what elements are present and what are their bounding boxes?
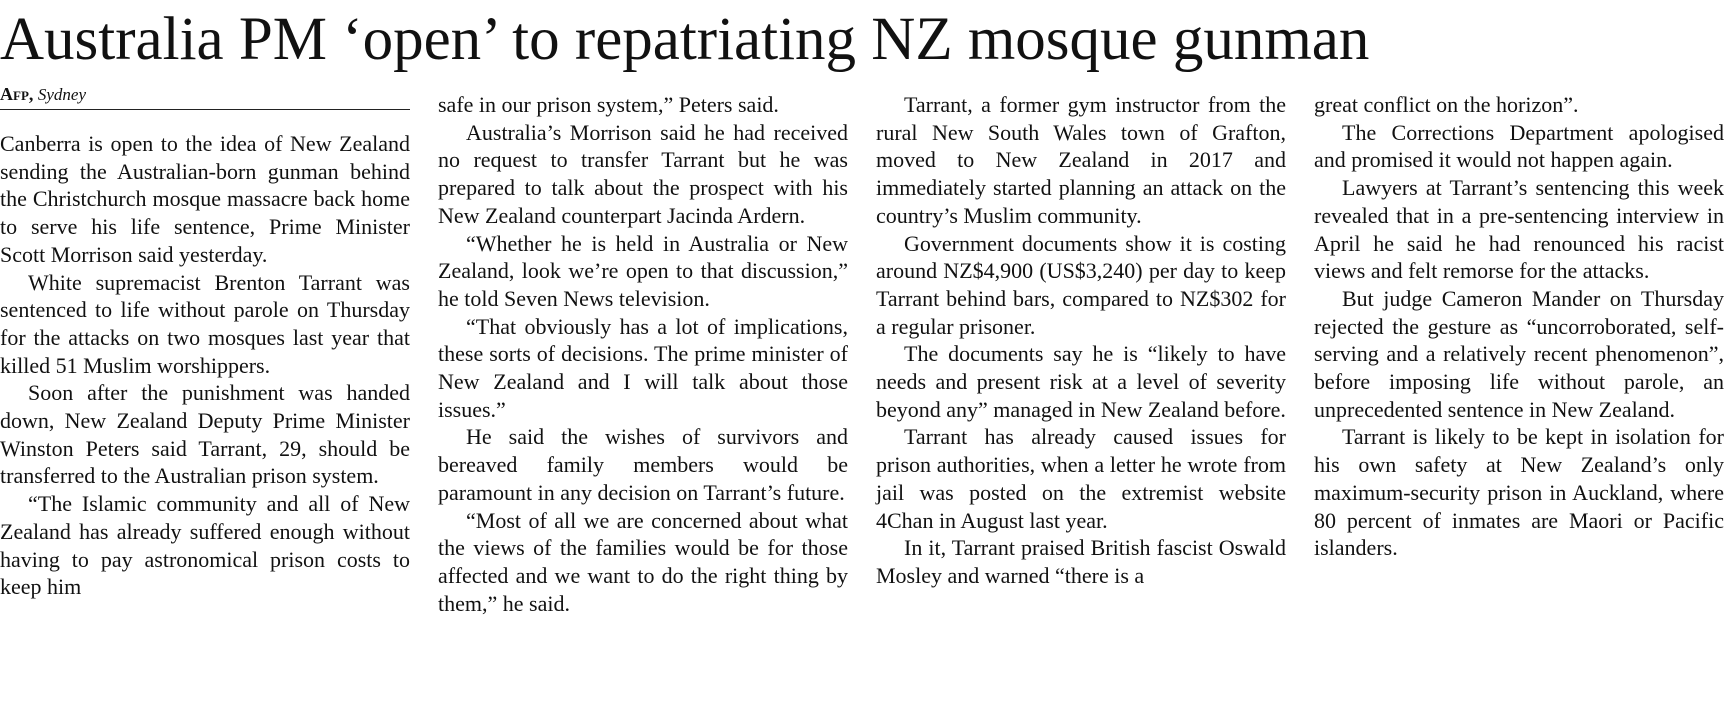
paragraph: Canberra is open to the idea of New Zealand sending the Australian-born gunman behind the Christchurch mosque massacre back home to serve his life sentence, Prime Minister Scott Morrison said yesterday. bbox=[0, 131, 410, 267]
paragraph: Tarrant has already caused issues for prison authorities, when a letter he wrote from jail was posted on the extremist website 4Chan in August last year. bbox=[876, 424, 1286, 533]
byline-place: Sydney bbox=[37, 85, 87, 104]
paragraph: The documents say he is “likely to have needs and present risk at a level of severity beyond any” managed in New Zealand before. bbox=[876, 341, 1286, 422]
paragraph: “The Islamic community and all of New Zealand has already suffered enough without having to pay astronomical prison costs to keep him bbox=[0, 491, 410, 600]
paragraph: “That obviously has a lot of implications, these sorts of decisions. The prime minister of New Zealand and I will talk about those issues.” bbox=[438, 313, 848, 422]
headline: Australia PM ‘open’ to repatriating NZ mosque gunman bbox=[0, 6, 1370, 73]
article-column-1 bbox=[0, 130, 410, 601]
article-column-2 bbox=[438, 91, 848, 617]
paragraph: Australia’s Morrison said he had received no request to transfer Tarrant but he was prepared to talk about the prospect with his New Zealand counterpart Jacinda Ardern. bbox=[438, 119, 848, 228]
paragraph: White supremacist Brenton Tarrant was sentenced to life without parole on Thursday for the attacks on two mosques last year that killed 51 Muslim worshippers. bbox=[0, 269, 410, 378]
paragraph: safe in our prison system,” Peters said. bbox=[438, 92, 779, 117]
paragraph: The Corrections Department apologised and promised it would not happen again. bbox=[1314, 119, 1724, 173]
article-column-3 bbox=[876, 91, 1286, 590]
paragraph: Lawyers at Tarrant’s sentencing this week revealed that in a pre-sentencing interview in April he said he had renounced his racist views and felt remorse for the attacks. bbox=[1314, 175, 1724, 284]
paragraph: great conflict on the horizon”. bbox=[1314, 92, 1579, 117]
paragraph: Tarrant is likely to be kept in isolation for his own safety at New Zealand’s only maximum-security prison in Auckland, where 80 percent of inmates are Maori or Pacific islanders. bbox=[1314, 424, 1724, 561]
paragraph: “Whether he is held in Australia or New Zealand, look we’re open to that discussion,” he told Seven News television. bbox=[438, 230, 848, 311]
paragraph: But judge Cameron Mander on Thursday rejected the gesture as “uncorroborated, self-serving and a relatively recent phenomenon”, before imposing life without parole, an unprecedented sentence in New Zealand. bbox=[1314, 285, 1724, 422]
byline bbox=[0, 82, 410, 110]
paragraph: “Most of all we are concerned about what the views of the families would be for those affected and we want to do the right thing by them,” he said. bbox=[438, 507, 848, 616]
paragraph: Soon after the punishment was handed down, New Zealand Deputy Prime Minister Winston Peters said Tarrant, 29, should be transferred to the Australian prison system. bbox=[0, 380, 410, 489]
paragraph: Government documents show it is costing around NZ$4,900 (US$3,240) per day to keep Tarrant behind bars, compared to NZ$302 for a regular prisoner. bbox=[876, 230, 1286, 339]
paragraph: He said the wishes of survivors and bereaved family members would be paramount in any decision on Tarrant’s future. bbox=[438, 424, 848, 505]
paragraph: In it, Tarrant praised British fascist Oswald Mosley and warned “there is a bbox=[876, 535, 1286, 588]
paragraph: Tarrant, a former gym instructor from the rural New South Wales town of Grafton, moved to New Zealand in 2017 and immediately started planning an attack on the country’s Muslim community. bbox=[876, 92, 1286, 228]
article-column-4 bbox=[1314, 91, 1724, 562]
byline-agency: Afp, bbox=[0, 84, 34, 104]
